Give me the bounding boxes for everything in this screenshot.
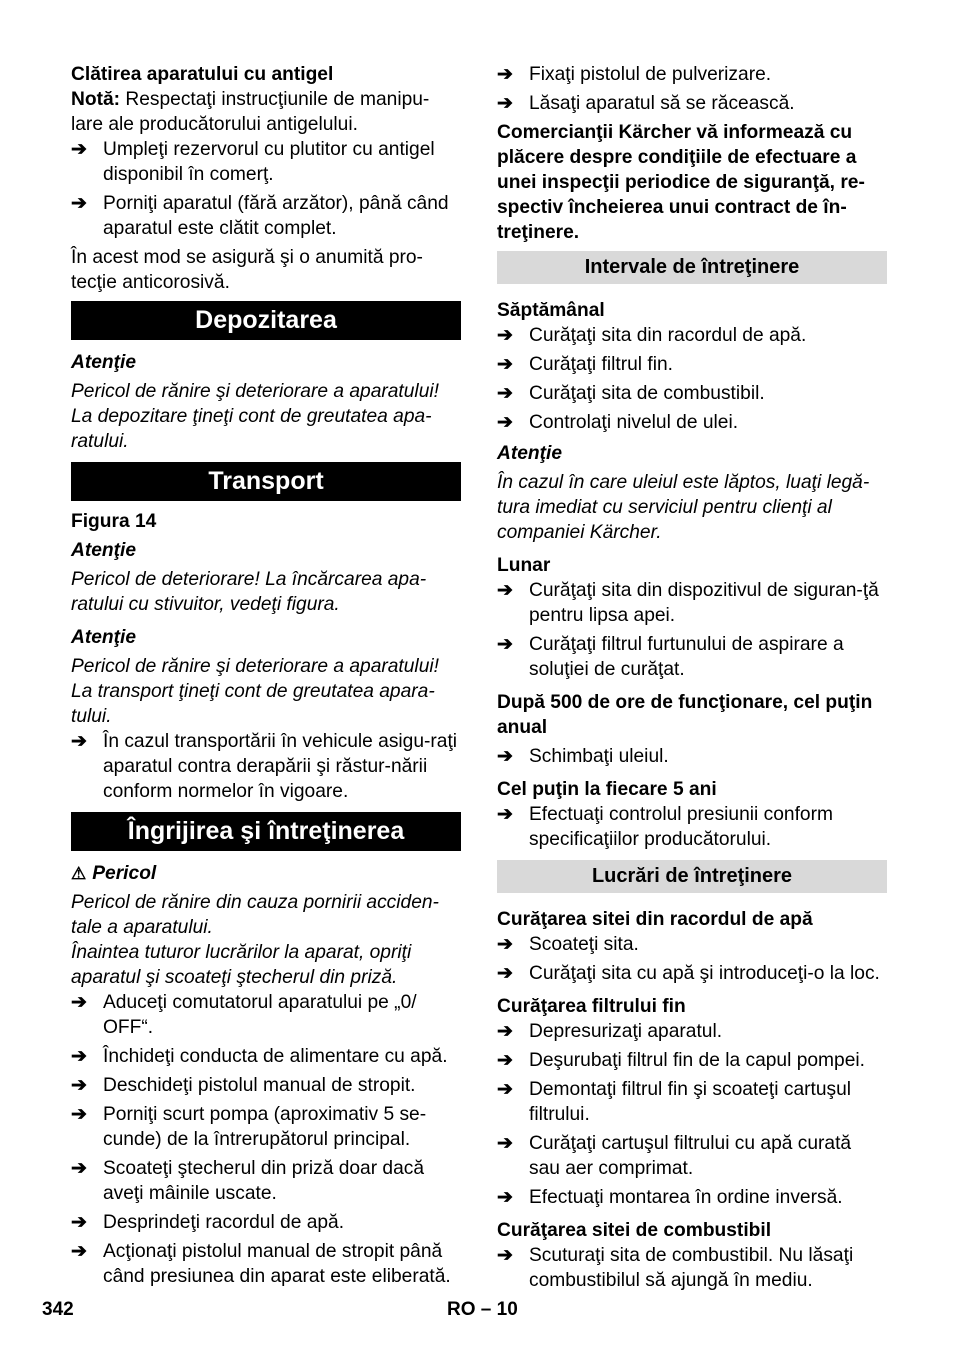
arrow-right-icon: ➔ xyxy=(497,354,514,375)
arrow-right-icon: ➔ xyxy=(71,731,88,752)
arrow-right-icon: ➔ xyxy=(497,93,514,114)
section-bar-transport: Transport xyxy=(71,462,461,501)
step-text: Schimbaţi uleiul. xyxy=(529,746,669,767)
step-text: Scuturaţi sita de combustibil. Nu lăsaţi combustibilul să ajungă în mediu. xyxy=(529,1245,854,1291)
warning-text: Pericol de rănire şi deteriorare a aparatului! La depozitare ţineţi cont de greutatea apa-ratului. xyxy=(71,381,439,452)
step-text: Porniţi scurt pompa (aproximativ 5 se-cunde) de la întrerupătorul principal. xyxy=(103,1104,427,1150)
paragraph: În acest mod se asigură şi o anumită pro-tecţie anticorosivă. xyxy=(71,247,423,293)
arrow-right-icon: ➔ xyxy=(71,1241,88,1262)
arrow-right-icon: ➔ xyxy=(497,1079,514,1100)
right-column xyxy=(497,62,887,1293)
danger-text: Înaintea tuturor lucrărilor la aparat, opriţi aparatul şi scoateţi ştecherul din priză. xyxy=(71,942,412,988)
step-text: Porniţi aparatul (fără arzător), până când aparatul este clătit complet. xyxy=(103,193,449,239)
step-text: Deşurubaţi filtrul fin de la capul pompei. xyxy=(529,1050,865,1071)
arrow-right-icon: ➔ xyxy=(497,325,514,346)
step-item xyxy=(71,1073,461,1098)
step-text: Curăţaţi filtrul furtunului de aspirare a soluţiei de curăţat. xyxy=(529,634,844,680)
arrow-right-icon: ➔ xyxy=(497,383,514,404)
danger-label: Pericol xyxy=(92,863,157,884)
step-text: Aduceţi comutatorul aparatului pe „0/ OFF“. xyxy=(103,992,417,1038)
arrow-right-icon: ➔ xyxy=(497,1133,514,1154)
language-page-label: RO – 10 xyxy=(447,1299,518,1320)
step-text: Fixaţi pistolul de pulverizare. xyxy=(529,64,772,85)
step-text: Curăţaţi sita cu apă şi introduceţi-o la loc. xyxy=(529,963,880,984)
step-text: Efectuaţi controlul presiunii conform specificaţiilor producătorului. xyxy=(529,804,833,850)
section-title-antifreeze: Clătirea aparatului cu antigel xyxy=(71,64,334,85)
warning-heading: Atenţie xyxy=(71,540,137,561)
step-item xyxy=(497,410,887,435)
arrow-right-icon: ➔ xyxy=(497,412,514,433)
step-text: Curăţaţi sita de combustibil. xyxy=(529,383,765,404)
warning-heading: Atenţie xyxy=(497,443,563,464)
step-item xyxy=(497,578,887,628)
step-text: Depresurizaţi aparatul. xyxy=(529,1021,723,1042)
figure-reference: Figura 14 xyxy=(71,511,157,532)
section-bar-care: Îngrijirea şi întreţinerea xyxy=(71,812,461,851)
step-item xyxy=(497,632,887,682)
step-text: Acţionaţi pistolul manual de stropit până când presiunea din aparat este eliberată. xyxy=(103,1241,451,1287)
step-item xyxy=(71,1044,461,1069)
step-item xyxy=(71,1239,461,1289)
step-item xyxy=(497,1048,887,1073)
arrow-right-icon: ➔ xyxy=(71,1075,88,1096)
step-text: Curăţaţi sita din dispozitivul de siguran-ţă pentru lipsa apei. xyxy=(529,580,879,626)
warning-text: Pericol de deteriorare! La încărcarea apa-ratului cu stivuitor, vedeţi figura. xyxy=(71,569,427,615)
danger-heading xyxy=(71,861,461,886)
step-text: Scoateţi ştecherul din priză doar dacă aveţi mâinile uscate. xyxy=(103,1158,425,1204)
step-item xyxy=(497,381,887,406)
step-item xyxy=(71,137,461,187)
step-item xyxy=(497,744,887,769)
subsection-title: Cel puţin la fiecare 5 ani xyxy=(497,779,717,800)
step-item xyxy=(497,961,887,986)
danger-text: Pericol de rănire din cauza pornirii acciden-tale a aparatului. xyxy=(71,892,439,938)
step-item xyxy=(497,932,887,957)
arrow-right-icon: ➔ xyxy=(71,139,88,160)
step-text: În cazul transportării în vehicule asigu-raţi aparatul contra derapării şi răstur-nării conform normelor în vigoare. xyxy=(103,731,458,802)
arrow-right-icon: ➔ xyxy=(71,1212,88,1233)
section-bar-storage: Depozitarea xyxy=(71,301,461,340)
step-text: Lăsaţi aparatul să se răcească. xyxy=(529,93,795,114)
step-item xyxy=(71,1156,461,1206)
arrow-right-icon: ➔ xyxy=(497,963,514,984)
arrow-right-icon: ➔ xyxy=(497,934,514,955)
step-text: Umpleţi rezervorul cu plutitor cu antigel disponibil în comerţ. xyxy=(103,139,435,185)
arrow-right-icon: ➔ xyxy=(71,1104,88,1125)
step-item xyxy=(71,729,461,804)
subsection-title: Curăţarea sitei de combustibil xyxy=(497,1220,772,1241)
arrow-right-icon: ➔ xyxy=(497,746,514,767)
step-item xyxy=(497,1019,887,1044)
arrow-right-icon: ➔ xyxy=(497,804,514,825)
step-item xyxy=(497,1077,887,1127)
arrow-right-icon: ➔ xyxy=(497,1021,514,1042)
step-item xyxy=(497,62,887,87)
step-item xyxy=(71,191,461,241)
subsection-title: Săptămânal xyxy=(497,300,605,321)
arrow-right-icon: ➔ xyxy=(497,64,514,85)
arrow-right-icon: ➔ xyxy=(71,1046,88,1067)
step-item xyxy=(497,91,887,116)
warning-heading: Atenţie xyxy=(71,352,137,373)
step-text: Curăţaţi filtrul fin. xyxy=(529,354,673,375)
step-text: Efectuaţi montarea în ordine inversă. xyxy=(529,1187,843,1208)
warning-triangle-icon: ⚠ xyxy=(71,864,87,883)
arrow-right-icon: ➔ xyxy=(497,1245,514,1266)
step-item xyxy=(497,802,887,852)
step-item xyxy=(497,323,887,348)
subsection-title: Lunar xyxy=(497,555,551,576)
note-label: Notă: xyxy=(71,89,121,110)
step-text: Scoateţi sita. xyxy=(529,934,639,955)
step-item xyxy=(497,1131,887,1181)
step-text: Demontaţi filtrul fin şi scoateţi cartuşul filtrului. xyxy=(529,1079,852,1125)
note-text: Respectaţi instrucţiunile de manipu-lare ale producătorului antigelului. xyxy=(71,89,430,135)
left-column xyxy=(71,62,461,1289)
subsection-title: După 500 de ore de funcţionare, cel puţin anual xyxy=(497,692,873,738)
step-text: Controlaţi nivelul de ulei. xyxy=(529,412,739,433)
arrow-right-icon: ➔ xyxy=(497,634,514,655)
arrow-right-icon: ➔ xyxy=(497,580,514,601)
step-item xyxy=(497,1185,887,1210)
step-text: Închideţi conducta de alimentare cu apă. xyxy=(103,1046,448,1067)
warning-heading: Atenţie xyxy=(71,627,137,648)
step-item xyxy=(71,1210,461,1235)
arrow-right-icon: ➔ xyxy=(497,1187,514,1208)
step-item xyxy=(71,990,461,1040)
dealer-notice: Comercianţii Kärcher vă informează cu plăcere despre condiţiile de efectuare a unei inspecţii periodice de siguranţă, re-spectiv încheierea unui contract de în-treţinere. xyxy=(497,122,865,243)
arrow-right-icon: ➔ xyxy=(71,1158,88,1179)
arrow-right-icon: ➔ xyxy=(497,1050,514,1071)
section-bar-works: Lucrări de întreţinere xyxy=(497,860,887,893)
page-number: 342 xyxy=(42,1299,74,1320)
warning-text: Pericol de rănire şi deteriorare a aparatului! La transport ţineţi cont de greutatea apara-tului. xyxy=(71,656,439,727)
step-text: Curăţaţi sita din racordul de apă. xyxy=(529,325,807,346)
subsection-title: Curăţarea sitei din racordul de apă xyxy=(497,909,813,930)
subsection-title: Curăţarea filtrului fin xyxy=(497,996,686,1017)
warning-text: În cazul în care uleiul este lăptos, luaţi legă-tura imediat cu serviciul pentru clienţi al companiei Kärcher. xyxy=(497,472,870,543)
step-item xyxy=(497,1243,887,1293)
step-text: Curăţaţi cartuşul filtrului cu apă curată sau aer comprimat. xyxy=(529,1133,852,1179)
step-text: Desprindeţi racordul de apă. xyxy=(103,1212,345,1233)
section-bar-intervals: Intervale de întreţinere xyxy=(497,251,887,284)
step-item xyxy=(71,1102,461,1152)
arrow-right-icon: ➔ xyxy=(71,193,88,214)
arrow-right-icon: ➔ xyxy=(71,992,88,1013)
step-item xyxy=(497,352,887,377)
note-paragraph xyxy=(71,87,461,137)
step-text: Deschideţi pistolul manual de stropit. xyxy=(103,1075,416,1096)
